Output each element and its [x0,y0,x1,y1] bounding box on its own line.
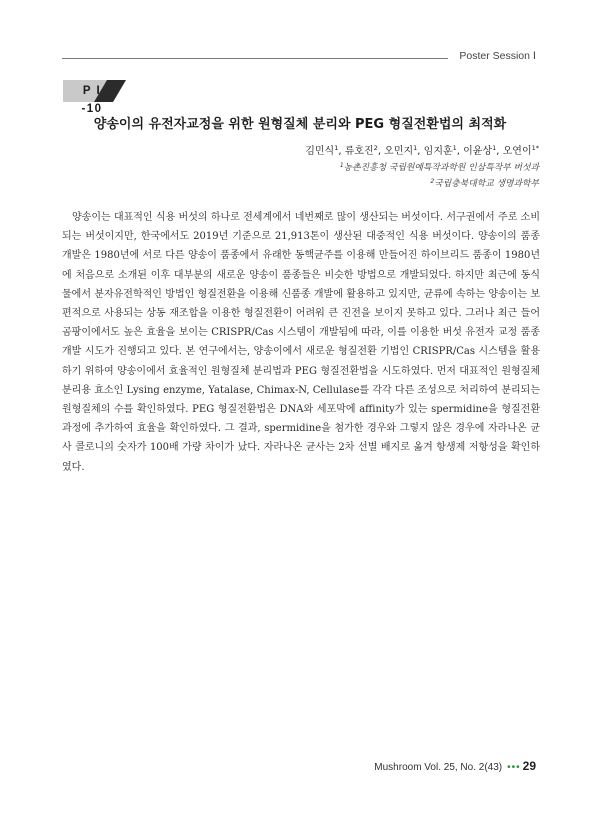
paper-title: 양송이의 유전자교정을 위한 원형질체 분리와 PEG 형질전환법의 최적화 [93,117,507,132]
page-number: 29 [522,759,536,773]
author: 임지훈$^1$ [423,144,457,157]
affiliation-1: $^1$농촌진흥청 국립원예특작과학원 인삼특작부 버섯과 [339,162,539,173]
author: 김민식$^1$ [305,144,339,157]
author: 이윤상$^1$ [463,144,497,157]
session-label: Poster Session Ⅰ [459,50,536,62]
author: 오연이$^{1*}$ [502,144,539,157]
page-footer [374,757,536,775]
abstract-text: 양송이는 대표적인 식용 버섯의 하나로 전세계에서 네번째로 많이 생산되는 버섯이다. 서구권에서 주로 소비되는 버섯이지만, 한국에서도 2019년 기준으로 21,913톤이 생산된 대중적인 식용 버섯이다. 양송이의 품종개발은 1980년에 서로 다른 양송이 품종에서 유래한 동핵균주를 이용해 만들어진 하이브리드 품종이 1980년에 처음으로 소개된 이후 대부분의 새로운 양송이 품종들은 비슷한 방법으로 개발되었다. 하지만 최근에 동식물에서 분자유전학적인 방법인 형질전환을 이용해 신품종 개발에 활용하고 있지만, 균류에 속하는 양송이는 보편적으로 사용되는 상동 재조합을 이용한 형질전환이 어려워 큰 진전을 보이지 못하고 있다. 그러나 최근 들어 곰팡이에서도 높은 효율을 보이는 CRISPR/Cas 시스템이 개발됨에 따라, 이를 이용한 버섯 유전자 교정 품종 개발 시도가 진행되고 있다. 본 연구에서는, 양송이에서 새로운 형질전환 기법인 CRISPR/Cas 시스템을 활용하기 위하여 양송이에서 효율적인 원형질체 분리법과 PEG 형질전환법을 시도하였다. 먼저 대표적인 원형질체 분리용 효소인 Lysing enzyme, Yatalase, Chimax-N, Cellulase를 각각 다른 조성으로 처리하여 분리되는 원형질체의 수를 확인하였다. PEG 형질전환법은 DNA와 세포막에 affinity가 있는 spermidine을 형질전환 과정에 추가하여 효율을 확인하였다. 그 결과, spermidine을 첨가한 경우와 그렇지 않은 경우에 자라나온 균사 콜로니의 숫자가 100배 가량 차이가 났다. 자라나온 균사는 2차 선별 배지로 옮겨 항생제 저항성을 확인하였다. [62,212,540,473]
poster-id: P I -10 [81,85,103,115]
author: 오민지$^1$ [384,144,418,157]
footer-dots: ••• [507,762,521,773]
author-list: 김민식$^1$, 류호진$^2$, 오민지$^1$, 임지훈$^1$, 이윤상$^1$, 오연이$^{1*}$ [305,144,539,157]
journal-citation: Mushroom Vol. 25, No. 2(43) [374,762,503,773]
header-rule [62,58,448,59]
affiliation-2: $^2$국립충북대학교 생명과학부 [430,178,539,189]
author: 류호진$^2$ [344,144,378,157]
poster-id-badge [63,80,126,115]
